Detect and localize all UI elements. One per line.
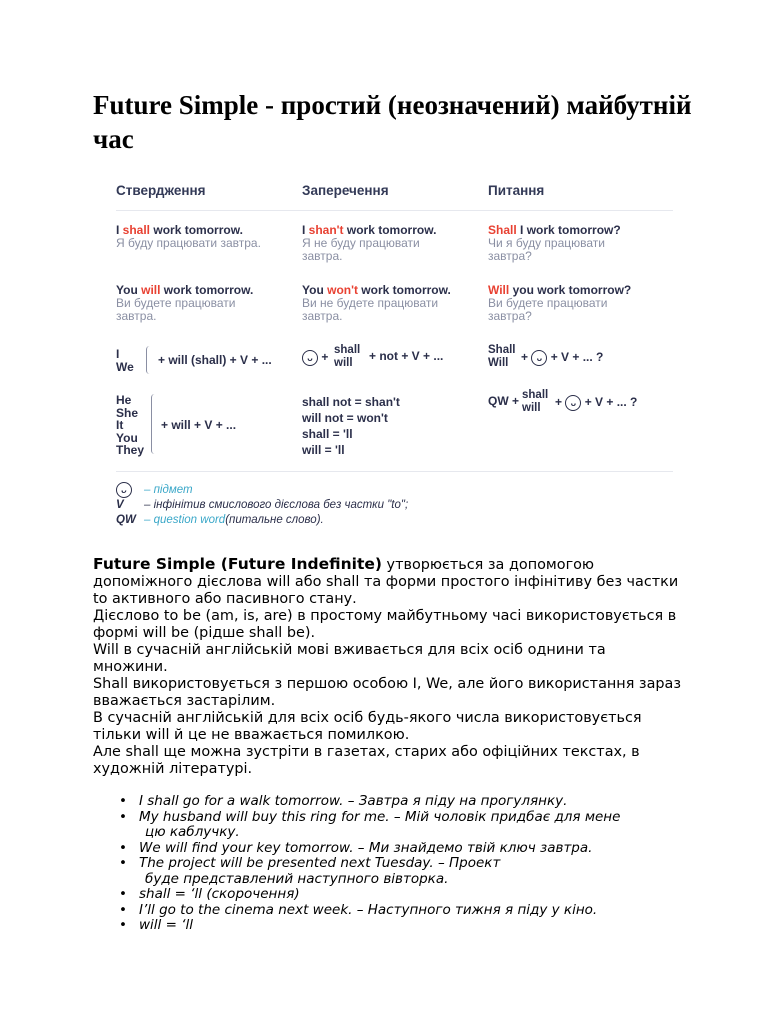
q-formula-1: + ᴗ + V + ... ?: [521, 350, 604, 365]
list-item: • My husband will buy this ring for me. – Мій чоловік придбає для мене цю каблучку.: [119, 808, 621, 840]
subject-face-icon: ᴗ: [531, 350, 547, 366]
paragraph-shall-usage: Але shall ще можна зустріти в газетах, старих або офіційних текстах, в художній літературі.: [93, 744, 640, 777]
subject-face-icon: ᴗ: [565, 395, 581, 411]
paragraph-will: Will в сучасній англійській мові вживається для всіх осіб однини та множини.: [93, 642, 606, 675]
q2-formula: + ᴗ + V + ... ?: [555, 395, 638, 410]
header-negative: Заперечення: [302, 183, 389, 198]
subject-face-icon: ᴗ: [302, 350, 318, 366]
list-item: • shall = ‘ll (скорочення): [119, 886, 300, 902]
legend-subject: ᴗ – підмет: [116, 482, 193, 498]
paragraph-to-be: Дієслово to be (am, is, are) в простому майбутньому часі використовується в формі will be (рідше shall be).: [93, 608, 677, 641]
brace-1: [146, 346, 153, 374]
paragraph-modern: В сучасній англійській для всіх осіб будь-якого числа використовується тільки will й це не вважається помилкою.: [93, 710, 642, 743]
example-neg-1: I shan't work tomorrow. Я не буду працювати завтра.: [302, 223, 437, 263]
q2-shall-will: shall will: [522, 389, 549, 414]
example-q-1: Shall I work tomorrow? Чи я буду працювати завтра?: [488, 223, 621, 263]
example-q-2: Will you work tomorrow? Ви будете працювати завтра?: [488, 283, 632, 323]
page-title: Future Simple - простий (неозначений) майбутній час: [93, 90, 692, 154]
example-aff-2: You will work tomorrow. Ви будете працювати завтра.: [116, 283, 254, 323]
header-affirmative: Ствердження: [116, 183, 206, 198]
aff-pronouns-1: I We: [116, 347, 134, 374]
list-item: • The project will be presented next Tuesday. – Проект буде представлений наступного вівторка.: [119, 855, 501, 887]
subject-face-icon: ᴗ: [116, 482, 132, 498]
neg-shall-will: shall will: [334, 344, 361, 369]
aff-pronouns-2: He She It You They: [116, 393, 145, 457]
q2-qw: QW +: [488, 394, 520, 408]
legend-verb: V – інфінітив смислового дієслова без частки "to";: [116, 499, 409, 511]
grammar-table-image: [113, 178, 678, 533]
example-aff-1: I shall work tomorrow. Я буду працювати завтра.: [116, 223, 261, 250]
example-neg-2: You won't work tomorrow. Ви не будете працювати завтра.: [302, 283, 451, 323]
q-shall-will: Shall Will: [488, 344, 516, 369]
list-item: • I’ll go to the cinema next week. – Наступного тижня я піду у кіно.: [119, 901, 598, 918]
paragraph-intro: Future Simple (Future Indefinite) утворюється за допомогою допоміжного дієслова will або shall та форми простого інфінітиву без частки to активного або пасивного стану.: [93, 555, 679, 607]
header-divider: [116, 210, 673, 211]
legend-qw: QW – question word(питальне слово).: [116, 514, 324, 526]
neg-formula: ᴗ +: [302, 350, 328, 366]
header-question: Питання: [488, 183, 545, 198]
aff-formula-1: + will (shall) + V + ...: [158, 353, 272, 367]
neg-contractions: shall not = shan't will not = won't shall = 'll will = 'll: [302, 395, 400, 457]
list-item: • will = ‘ll: [119, 917, 193, 933]
list-item: • I shall go for a walk tomorrow. – Завтра я піду на прогулянку.: [119, 793, 568, 809]
body-text: [93, 556, 683, 778]
aff-formula-2: + will + V + ...: [161, 418, 237, 432]
examples-list: [117, 794, 677, 934]
paragraph-shall: Shall використовується з першою особою I, We, але його використання зараз вважається застарілим.: [93, 676, 682, 709]
neg-formula-rest: + not + V + ...: [369, 349, 444, 363]
brace-2: [151, 394, 158, 454]
legend-divider: [116, 471, 673, 472]
list-item: • We will find your key tomorrow. – Ми знайдемо твій ключ завтра.: [119, 839, 593, 856]
